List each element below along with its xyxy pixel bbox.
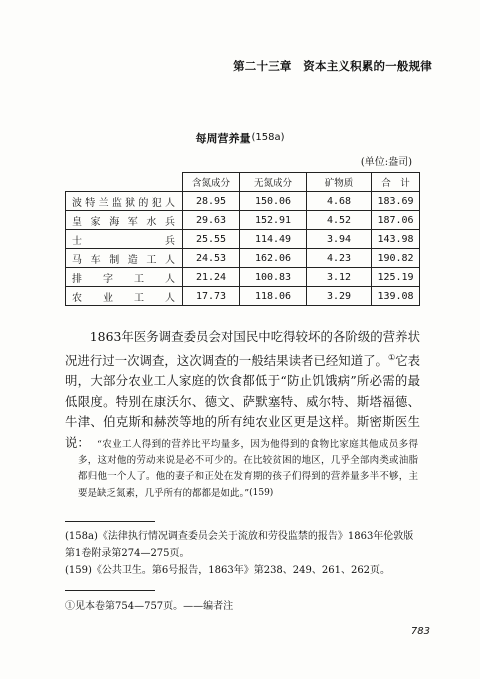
table-title-text: 每周营养量 [195, 132, 251, 145]
table-cell: 100.83 [240, 268, 307, 287]
row-label: 农业工人 [66, 287, 183, 306]
column-header-total: 合 计 [372, 173, 420, 192]
table-cell: 114.49 [240, 230, 307, 249]
quote-note-ref: (159) [249, 488, 274, 498]
running-header: 第二十三章 资本主义积累的一般规律 [233, 59, 432, 73]
table-cell: 4.52 [307, 211, 372, 230]
row-label: 排字工人 [66, 268, 183, 287]
table-cell: 24.53 [183, 249, 240, 268]
column-header-minerals: 矿物质 [307, 173, 372, 192]
table-cell: 3.12 [307, 268, 372, 287]
table-cell: 139.08 [372, 287, 420, 306]
body-paragraph [65, 327, 420, 453]
table-row [66, 249, 420, 268]
column-header-blank [66, 173, 183, 192]
table-title-note: (158a) [251, 132, 285, 143]
editor-note: ①见本卷第754—757页。——编者注 [65, 601, 234, 612]
footnote-159: (159)《公共卫生。第6号报告，1863年》第238、249、261、262页。 [65, 565, 391, 576]
table-cell: 4.23 [307, 249, 372, 268]
page-number: 783 [410, 626, 430, 637]
table-row [66, 230, 420, 249]
footnote-marker: ① [387, 352, 396, 362]
editor-note-divider [65, 590, 155, 591]
nutrition-table [65, 172, 420, 306]
table-header-row [66, 173, 420, 192]
table-unit: (单位:盎司) [360, 157, 412, 168]
table-cell: 125.19 [372, 268, 420, 287]
table-row [66, 211, 420, 230]
table-cell: 28.95 [183, 192, 240, 211]
table-row [66, 268, 420, 287]
table-cell: 152.91 [240, 211, 307, 230]
table-cell: 162.06 [240, 249, 307, 268]
block-quote [78, 437, 418, 502]
table-cell: 150.06 [240, 192, 307, 211]
row-label: 马车制造工人 [66, 249, 183, 268]
row-label: 士兵 [66, 230, 183, 249]
footnote-158a: (158a)《法律执行情况调查委员会关于流放和劳役监禁的报告》1863年伦敦版第1卷附录第274—275页。 [65, 531, 414, 559]
table-cell: 143.98 [372, 230, 420, 249]
table-row [66, 192, 420, 211]
quote-text: “农业工人得到的营养比平均量多，因为他得到的食物比家庭其他成员多得多，这对他的劳动来说是必不可少的。在比较贫困的地区，几乎全部肉类或油脂都归他一个人了。他的妻子和正处在发育期的孩子们得到的营养量多半不够，主要是缺乏氮素，几乎所有的都都是如此。” [78, 439, 418, 499]
table-cell: 25.55 [183, 230, 240, 249]
table-cell: 17.73 [183, 287, 240, 306]
footnote-divider [65, 521, 155, 522]
table-cell: 190.82 [372, 249, 420, 268]
table-cell: 183.69 [372, 192, 420, 211]
table-cell: 3.94 [307, 230, 372, 249]
table-title [0, 130, 480, 146]
column-header-nitrogenous: 含氮成分 [183, 173, 240, 192]
body-paragraph-part-1: 1863年医务调查委员会对国民中吃得较坏的各阶级的营养状况进行过一次调查，这次调查的一般结果读者已经知道了。 [65, 329, 420, 368]
table-cell: 4.68 [307, 192, 372, 211]
table-cell: 29.63 [183, 211, 240, 230]
footnotes [65, 528, 420, 579]
column-header-non-nitrogenous: 无氮成分 [240, 173, 307, 192]
row-label: 波特兰监狱的犯人 [66, 192, 183, 211]
table-row [66, 287, 420, 306]
table-cell: 21.24 [183, 268, 240, 287]
table-cell: 118.06 [240, 287, 307, 306]
table-cell: 3.29 [307, 287, 372, 306]
row-label: 皇家海军水兵 [66, 211, 183, 230]
table-cell: 187.06 [372, 211, 420, 230]
body-paragraph-part-2: 它表明，大部分农业工人家庭的饮食都低于“防止饥饿病”所必需的最低限度。特别在康沃尔、德文、萨默塞特、威尔特、斯塔福德、牛津、伯克斯和赫茨等地的所有纯农业区更是这样。斯密斯医生说： [65, 352, 421, 450]
